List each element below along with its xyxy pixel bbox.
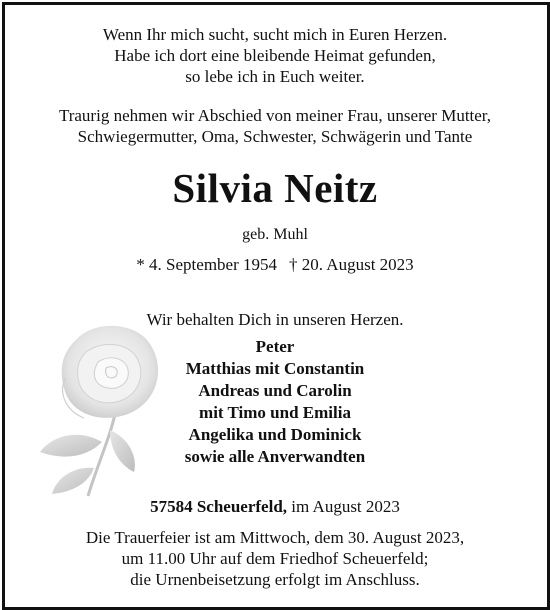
notice-border <box>2 2 550 610</box>
mourner-name: Angelika und Dominick <box>188 425 362 444</box>
place-town: 57584 Scheuerfeld, <box>150 497 288 516</box>
mourner-name: Andreas und Carolin <box>198 381 352 400</box>
notice-line: die Urnenbeisetzung erfolgt im Anschluss. <box>130 570 420 589</box>
funeral-notice <box>0 527 550 590</box>
mourner-name: Peter <box>255 337 295 356</box>
death-date: † 20. August 2023 <box>289 255 414 274</box>
birth-name: geb. Muhl <box>242 226 308 243</box>
verse-line: so lebe ich in Euch weiter. <box>185 67 365 86</box>
deceased-name: Silvia Neitz <box>172 165 378 211</box>
verse <box>0 24 550 87</box>
intro-text <box>0 105 550 147</box>
place-date: im August 2023 <box>287 497 400 516</box>
mourner-name: sowie alle Anverwandten <box>184 447 366 466</box>
verse-line: Habe ich dort eine bleibende Heimat gefunden, <box>114 46 436 65</box>
notice-line: um 11.00 Uhr auf dem Friedhof Scheuerfeld; <box>121 549 429 568</box>
notice-line: Die Trauerfeier ist am Mittwoch, dem 30. August 2023, <box>85 528 465 547</box>
birth-date: * 4. September 1954 <box>136 255 277 274</box>
intro-line: Schwiegermutter, Oma, Schwester, Schwägerin und Tante <box>77 127 473 146</box>
mourners-list <box>0 336 550 468</box>
verse-line: Wenn Ihr mich sucht, sucht mich in Euren Herzen. <box>102 25 448 44</box>
life-dates <box>0 254 550 276</box>
motto: Wir behalten Dich in unseren Herzen. <box>146 310 404 329</box>
mourner-name: mit Timo und Emilia <box>199 403 351 422</box>
intro-line: Traurig nehmen wir Abschied von meiner Frau, unserer Mutter, <box>58 106 492 125</box>
place-and-date <box>0 496 550 518</box>
mourner-name: Matthias mit Constantin <box>185 359 365 378</box>
